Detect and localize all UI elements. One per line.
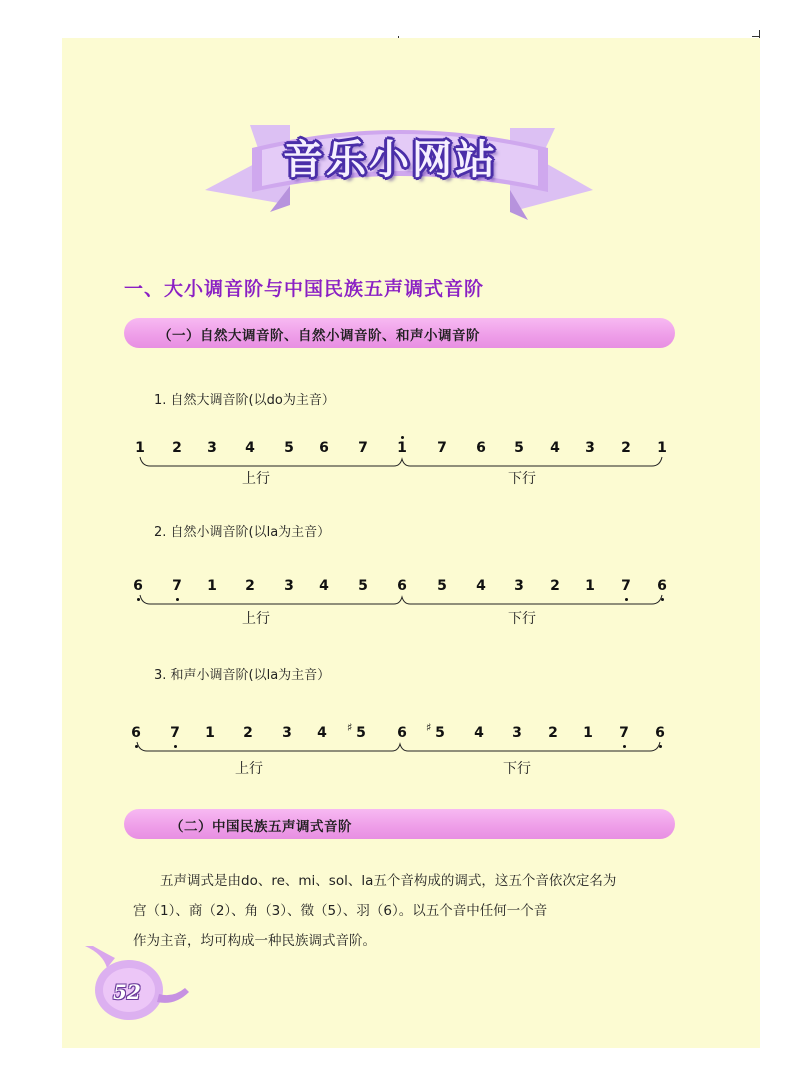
- scale-caption-2: 2. 自然小调音阶(以la为主音）: [154, 525, 331, 540]
- scale-brace: [0, 725, 800, 765]
- note-digit: 2: [550, 578, 560, 594]
- section-heading: 一、大小调音阶与中国民族五声调式音阶: [124, 278, 485, 300]
- scale-row-3: [0, 721, 800, 785]
- note-digit: 7: [358, 440, 368, 456]
- note-digit: 7: [170, 725, 180, 741]
- subsection-title-1: （一）自然大调音阶、自然小调音阶、和声小调音阶: [158, 328, 480, 344]
- descending-label: 下行: [503, 761, 531, 777]
- note-digit: 6: [397, 725, 407, 741]
- note-digit: 4: [474, 725, 484, 741]
- scale-caption-3: 3. 和声小调音阶(以la为主音）: [154, 668, 331, 683]
- note-digit: 5: [284, 440, 294, 456]
- ascending-label: 上行: [242, 611, 270, 627]
- note-digit: 3: [207, 440, 217, 456]
- note-digit: 1: [397, 440, 407, 456]
- sharp-sign: ♯: [426, 721, 432, 734]
- note-digit: 6: [657, 578, 667, 594]
- note-digit: 2: [172, 440, 182, 456]
- note-digit: 2: [243, 725, 253, 741]
- note-digit: 4: [319, 578, 329, 594]
- note-digit: 2: [621, 440, 631, 456]
- scale-brace: [0, 578, 800, 618]
- note-digit: 4: [550, 440, 560, 456]
- note-digit: 2: [548, 725, 558, 741]
- subsection-title-2: （二）中国民族五声调式音阶: [170, 819, 352, 835]
- note-digit: 1: [207, 578, 217, 594]
- paragraph-line: 五声调式是由do、re、mi、sol、la五个音构成的调式，这五个音依次定名为: [160, 873, 617, 889]
- banner-title: 音乐小网站: [283, 137, 498, 183]
- brace-line: [137, 742, 660, 751]
- note-digit: 3: [284, 578, 294, 594]
- ascending-label: 上行: [242, 471, 270, 487]
- note-digit: 6: [133, 578, 143, 594]
- descending-label: 下行: [508, 611, 536, 627]
- note-digit: 3: [585, 440, 595, 456]
- octave-dot: [401, 436, 404, 439]
- paragraph-line: 宫（1）、商（2）、角（3）、徵（5）、羽（6）。以五个音中任何一个音: [133, 903, 548, 919]
- note-digit: 6: [397, 578, 407, 594]
- note-digit: 5: [437, 578, 447, 594]
- note-digit: 6: [655, 725, 665, 741]
- ascending-label: 上行: [235, 761, 263, 777]
- scale-brace: [0, 440, 800, 480]
- sharp-sign: ♯: [347, 721, 353, 734]
- note-digit: 3: [512, 725, 522, 741]
- paragraph-line: 作为主音，均可构成一种民族调式音阶。: [133, 933, 376, 949]
- note-digit: 4: [245, 440, 255, 456]
- note-digit: 5: [435, 725, 445, 741]
- subsection-bar-2: [124, 809, 675, 839]
- note-digit: 4: [317, 725, 327, 741]
- page-number: 52: [113, 980, 141, 1004]
- scale-row-2: [0, 578, 800, 638]
- note-digit: 7: [172, 578, 182, 594]
- note-digit: 2: [245, 578, 255, 594]
- note-digit: 6: [131, 725, 141, 741]
- note-digit: 4: [476, 578, 486, 594]
- note-digit: 1: [135, 440, 145, 456]
- brace-line: [140, 457, 662, 466]
- note-digit: 5: [356, 725, 366, 741]
- note-digit: 3: [514, 578, 524, 594]
- scale-caption-1: 1. 自然大调音阶(以do为主音）: [154, 393, 335, 408]
- note-digit: 1: [585, 578, 595, 594]
- note-digit: 5: [358, 578, 368, 594]
- note-digit: 1: [657, 440, 667, 456]
- pentatonic-paragraph: [130, 866, 670, 956]
- note-digit: 7: [437, 440, 447, 456]
- note-digit: 6: [319, 440, 329, 456]
- descending-label: 下行: [508, 471, 536, 487]
- note-digit: 6: [476, 440, 486, 456]
- note-digit: 1: [205, 725, 215, 741]
- brace-line: [140, 595, 662, 604]
- note-digit: 7: [621, 578, 631, 594]
- note-digit: 7: [619, 725, 629, 741]
- banner-ribbon: [0, 0, 800, 240]
- note-digit: 5: [514, 440, 524, 456]
- note-digit: 1: [583, 725, 593, 741]
- subsection-bar-1: [124, 318, 675, 348]
- scale-row-1: [0, 440, 800, 500]
- note-digit: 3: [282, 725, 292, 741]
